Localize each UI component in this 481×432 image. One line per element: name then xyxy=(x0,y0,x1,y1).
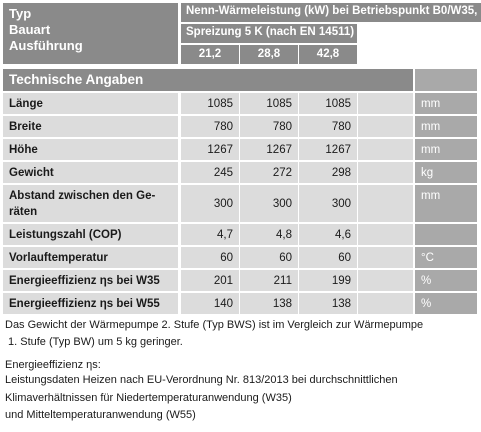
row-label-cell xyxy=(3,293,178,314)
row-value-cell-3 xyxy=(299,270,357,291)
row-value-cell-2 xyxy=(240,185,298,222)
row-value-cell-3 xyxy=(299,139,357,160)
row-unit-cell xyxy=(415,270,477,291)
row-value-cell-2 xyxy=(240,93,298,114)
row-value-2: 300 xyxy=(272,198,292,210)
row-empty-cell xyxy=(358,93,413,114)
row-value-cell-3 xyxy=(299,224,357,245)
row-label-cell xyxy=(3,224,178,245)
footnote-efficiency-title: Energieeffizienz ηs: xyxy=(5,359,101,371)
row-unit: mm xyxy=(421,121,441,133)
row-value-2: 1267 xyxy=(266,144,292,156)
row-unit-cell xyxy=(415,116,477,137)
row-value-cell-1 xyxy=(181,224,239,245)
row-label-cell xyxy=(3,139,178,160)
row-unit-cell xyxy=(415,185,477,222)
nenn-waermeleistung-title: Nenn-Wärmeleistung (kW) bei Betriebspunkt B0/W35, xyxy=(186,5,478,17)
row-value-1: 300 xyxy=(213,198,233,210)
row-label: Energieeffizienz ηs bei W35 xyxy=(9,275,160,287)
row-label: Leistungszahl (COP) xyxy=(9,229,122,241)
column-header-2 xyxy=(240,45,298,64)
row-value-1: 4,7 xyxy=(217,229,233,241)
footnote-weight-line-1: Das Gewicht der Wärmepumpe 2. Stufe (Typ BWS) ist im Vergleich zur Wärmepumpe xyxy=(5,319,424,331)
footnote-efficiency-line-2: Klimaverhältnissen für Niedertemperaturanwendung (W35) xyxy=(5,392,292,404)
row-value-3: 780 xyxy=(331,121,351,133)
row-value-1: 60 xyxy=(220,252,233,264)
row-value-cell-3 xyxy=(299,162,357,183)
row-value-1: 201 xyxy=(213,275,233,287)
row-value-cell-1 xyxy=(181,293,239,314)
row-empty-cell xyxy=(358,185,413,222)
ausfuehrung-label: Ausführung xyxy=(9,38,83,53)
row-unit-cell xyxy=(415,139,477,160)
footnote-efficiency-line-1: Leistungsdaten Heizen nach EU-Verordnung Nr. 813/2013 bei durchschnittlichen xyxy=(5,374,398,386)
row-value-2: 780 xyxy=(272,121,292,133)
type-header-cell xyxy=(3,3,178,64)
row-unit-cell xyxy=(415,224,477,245)
row-unit-cell xyxy=(415,247,477,268)
row-value-3: 300 xyxy=(331,198,351,210)
column-header-1 xyxy=(181,45,239,64)
row-value-3: 298 xyxy=(331,167,351,179)
row-value-cell-1 xyxy=(181,270,239,291)
footnote-efficiency-line-3: und Mitteltemperaturanwendung (W55) xyxy=(5,409,196,421)
row-label: Vorlauftemperatur xyxy=(9,252,108,264)
row-empty-cell xyxy=(358,162,413,183)
column-header-2-label: 28,8 xyxy=(257,48,281,60)
row-value-cell-2 xyxy=(240,270,298,291)
row-value-cell-1 xyxy=(181,162,239,183)
spreizung-header xyxy=(181,24,357,43)
section-title: Technische Angaben xyxy=(9,72,144,87)
row-label: Breite xyxy=(9,121,42,133)
row-label-cell xyxy=(3,270,178,291)
row-unit: % xyxy=(421,275,432,287)
column-header-1-label: 21,2 xyxy=(198,48,222,60)
row-unit: mm xyxy=(421,98,441,110)
column-header-3 xyxy=(299,45,357,64)
row-value-2: 1085 xyxy=(266,98,292,110)
section-title-unit-cell xyxy=(415,69,477,91)
row-label: Höhe xyxy=(9,144,38,156)
row-value-1: 780 xyxy=(213,121,233,133)
row-value-1: 140 xyxy=(213,298,233,310)
row-value-cell-2 xyxy=(240,162,298,183)
row-value-cell-1 xyxy=(181,116,239,137)
row-value-2: 211 xyxy=(273,275,292,287)
row-value-cell-2 xyxy=(240,293,298,314)
row-label-cell xyxy=(3,93,178,114)
row-value-cell-2 xyxy=(240,139,298,160)
row-value-2: 138 xyxy=(272,298,292,310)
row-label-line: räten xyxy=(9,206,38,218)
row-unit: mm xyxy=(421,190,441,202)
footnote-weight-line-2: 1. Stufe (Typ BW) um 5 kg geringer. xyxy=(8,336,183,348)
row-label: Energieeffizienz ηs bei W55 xyxy=(9,298,160,310)
row-value-cell-3 xyxy=(299,93,357,114)
row-unit: kg xyxy=(421,167,434,179)
row-value-3: 1267 xyxy=(325,144,351,156)
row-label-line: Abstand zwischen den Ge- xyxy=(9,190,156,202)
row-value-3: 60 xyxy=(338,252,351,264)
row-value-cell-3 xyxy=(299,185,357,222)
row-label: Länge xyxy=(9,98,43,110)
row-empty-cell xyxy=(358,293,413,314)
row-value-cell-3 xyxy=(299,247,357,268)
row-value-cell-3 xyxy=(299,293,357,314)
bauart-label: Bauart xyxy=(9,22,51,37)
row-value-cell-1 xyxy=(181,93,239,114)
column-header-3-label: 42,8 xyxy=(316,48,340,60)
row-unit: % xyxy=(421,298,432,310)
row-unit-cell xyxy=(415,162,477,183)
row-empty-cell xyxy=(358,270,413,291)
row-label-cell xyxy=(3,116,178,137)
row-value-cell-3 xyxy=(299,116,357,137)
row-empty-cell xyxy=(358,139,413,160)
row-label-cell xyxy=(3,185,178,222)
nenn-waermeleistung-header xyxy=(181,3,481,22)
row-value-2: 4,8 xyxy=(276,229,292,241)
row-value-cell-2 xyxy=(240,224,298,245)
section-title-cell xyxy=(3,69,413,91)
row-value-3: 199 xyxy=(331,275,351,287)
row-unit-cell xyxy=(415,93,477,114)
row-unit: mm xyxy=(421,144,441,156)
row-empty-cell xyxy=(358,247,413,268)
row-empty-cell xyxy=(358,116,413,137)
row-value-3: 1085 xyxy=(325,98,351,110)
row-value-cell-2 xyxy=(240,247,298,268)
row-label-cell xyxy=(3,247,178,268)
row-value-cell-1 xyxy=(181,139,239,160)
row-unit-cell xyxy=(415,293,477,314)
row-label-cell xyxy=(3,162,178,183)
row-unit: °C xyxy=(421,252,434,264)
row-value-1: 1085 xyxy=(207,98,233,110)
row-value-cell-1 xyxy=(181,185,239,222)
row-value-1: 245 xyxy=(213,167,233,179)
row-value-1: 1267 xyxy=(207,144,233,156)
row-value-cell-1 xyxy=(181,247,239,268)
row-empty-cell xyxy=(358,224,413,245)
row-value-2: 272 xyxy=(272,167,292,179)
type-label: Typ xyxy=(9,6,32,21)
row-value-cell-2 xyxy=(240,116,298,137)
row-value-3: 4,6 xyxy=(335,229,351,241)
row-value-2: 60 xyxy=(279,252,292,264)
row-value-3: 138 xyxy=(331,298,351,310)
spreizung-label: Spreizung 5 K (nach EN 14511) xyxy=(186,26,355,38)
row-label: Gewicht xyxy=(9,167,54,179)
